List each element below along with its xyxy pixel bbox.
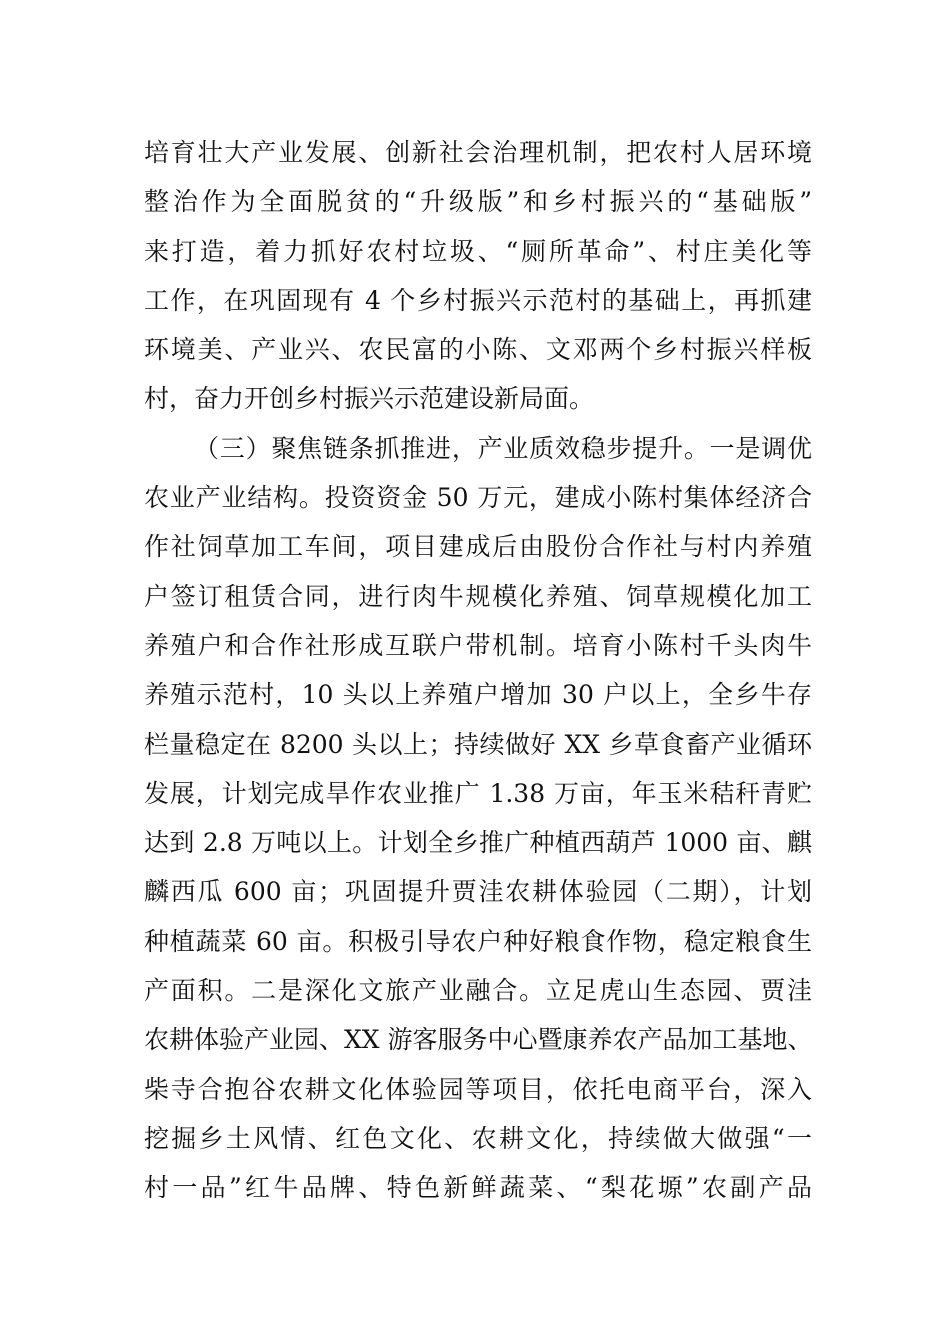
text-line: 栏量稳定在 8200 头以上；持续做好 XX 乡草食畜产业循环 [144,729,812,759]
text-line: 麟西瓜 600 亩；巩固提升贾洼农耕体验园（二期），计划 [144,877,812,907]
section-heading-line: （三）聚焦链条抓推进，产业质效稳步提升。一是调优 [194,433,812,463]
text-line: 柴寺合抱谷农耕文化体验园等项目，依托电商平台，深入 [144,1074,812,1104]
text-line: 养殖户和合作社形成互联户带机制。培育小陈村千头肉牛 [144,630,812,660]
body-text [144,128,812,1213]
text-line: 来打造，着力抓好农村垃圾、“厕所革命”、村庄美化等 [144,236,812,266]
text-line: 挖掘乡土风情、红色文化、农耕文化，持续做大做强“一 [144,1123,812,1153]
text-line: 培育壮大产业发展、创新社会治理机制，把农村人居环境 [144,138,812,167]
text-line: 达到 2.8 万吨以上。计划全乡推广种植西葫芦 1000 亩、麒 [144,828,812,858]
text-line: 发展，计划完成旱作农业推广 1.38 万亩，年玉米秸秆青贮 [144,778,812,808]
text-line: 种植蔬菜 60 亩。积极引导农户种好粮食作物，稳定粮食生 [144,926,812,956]
text-line: 户签订租赁合同，进行肉牛规模化养殖、饲草规模化加工 [144,581,812,611]
text-line: 整治作为全面脱贫的“升级版”和乡村振兴的“基础版” [144,187,812,217]
text-line: 农业产业结构。投资资金 50 万元，建成小陈村集体经济合 [144,483,812,513]
text-line: 作社饲草加工车间，项目建成后由股份合作社与村内养殖 [144,532,812,562]
text-line: 工作，在巩固现有 4 个乡村振兴示范村的基础上，再抓建 [144,285,812,315]
text-line: 村一品”红牛品牌、特色新鲜蔬菜、“梨花塬”农副产品 [144,1173,812,1203]
text-line: 环境美、产业兴、农民富的小陈、文邓两个乡村振兴样板 [144,335,812,365]
text-line: 农耕体验产业园、XX 游客服务中心暨康养农产品加工基地、 [144,1025,813,1055]
text-line: 村，奋力开创乡村振兴示范建设新局面。 [144,384,595,414]
text-line: 养殖示范村，10 头以上养殖户增加 30 户以上，全乡牛存 [144,680,812,710]
text-line: 产面积。二是深化文旅产业融合。立足虎山生态园、贾洼 [144,976,812,1006]
